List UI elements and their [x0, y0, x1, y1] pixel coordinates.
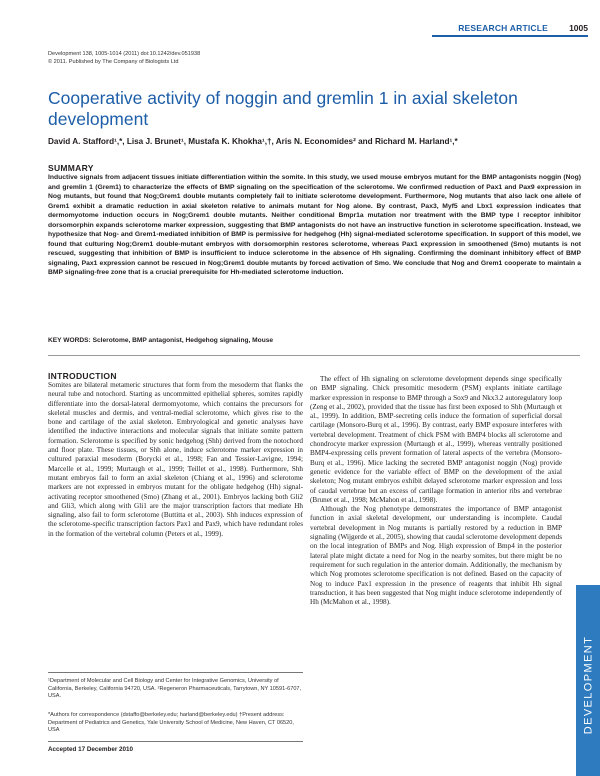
intro-paragraph-1: Somites are bilateral metameric structures that form from the mesoderm that flanks the neural tube and notochord. Starting as uncommitted epithelial spheres, somites rapidly differentiate into the dorsal-lateral dermomyotome, which contains the precursors for skeletal muscles and dermis, and ventral-medial sclerotome, which gives rise to the bone and cartilage of the axial skeleton. Embryological and genetic analyses have identified the inductive interactions and molecular signals that initiate somite pattern formation. Sclerotome is specified by sonic hedgehog (Shh) derived from the notochord and floor plate. These tissues, or Shh alone, induce sclerotome marker expression in cultured paraxial mesoderm (Borycki et al., 1998; Fan and Tessier-Lavigne, 1994; Marcelle et al., 1999; Murtaugh et al., 1999; Teillet et al., 1998). Furthermore, Shh mutant embryos fail to form an axial skeleton (Chiang et al., 1996) and sclerotome markers are not expressed in embryos mutant for the obligate hedgehog (Hh) signal-activating receptor smoothened (Smo) (Zhang et al., 2001). Embryos lacking both Gli2 and Gli3, which along with Gli1 are the major transcription factors that mediate Hh signaling, also fail to form sclerotome (Buttitta et al., 2003). Shh induces expression of the sclerotome-specific transcription factors Pax1 and Pax9, which have redundant roles in the formation of the vertebral column (Peters et al., 1999). — [48, 381, 303, 538]
copyright-line: © 2011. Published by The Company of Biologists Ltd — [48, 59, 179, 65]
header-rule — [432, 35, 588, 37]
introduction-heading: INTRODUCTION — [48, 371, 117, 381]
summary-heading: SUMMARY — [48, 163, 94, 173]
article-title: Cooperative activity of noggin and gremlin 1 in axial skeleton development — [48, 88, 518, 129]
affiliations-footnote: ¹Department of Molecular and Cell Biology and Center for Integrative Genomics, University of California, Berkeley, California 94720, USA. ²Regeneron Pharmaceuticals, Tarrytown, NY 10591-6707, USA. — [48, 678, 302, 700]
accepted-date: Accepted 17 December 2010 — [48, 746, 134, 753]
journal-side-tab — [576, 0, 600, 776]
side-tab-label: DEVELOPMENT — [582, 635, 594, 735]
correspondence-footnote: *Authors for correspondence (dstaffo@berkeley.edu; harland@berkeley.edu) †Present address: Department of Pediatrics and Genetics, Yale University School of Medicine, New Haven, CT 06520, USA — [48, 712, 294, 734]
keywords: KEY WORDS: Sclerotome, BMP antagonist, Hedgehog signaling, Mouse — [48, 337, 274, 344]
page-header — [0, 0, 600, 42]
footnote-rule — [48, 672, 303, 673]
footnote-rule-2 — [48, 741, 303, 742]
page-number: 1005 — [569, 23, 588, 33]
section-divider — [48, 355, 580, 356]
running-title: RESEARCH ARTICLE — [458, 23, 548, 33]
author-list: David A. Stafford¹,*, Lisa J. Brunet¹, Mustafa K. Khokha¹,†, Aris N. Economides² and Richard M. Harland¹,* — [48, 137, 458, 146]
left-column — [48, 381, 303, 539]
right-column — [310, 375, 562, 607]
intro-paragraph-3: Although the Nog phenotype demonstrates the importance of BMP antagonist function in axial skeletal development, our understanding is incomplete. Caudal vertebral development in Nog mutants is partially restored by a reduction in BMP signaling (Wijgerde et al., 2005), showing that caudal sclerotome development depends on the local integration of BMPs and Nog. High expression of Bmp4 in the posterior lateral plate might dictate a need for Nog in the nearby somites, but there might be no requirement for such regulation in the anterior domain. Additionally, the mechanism by which Nog promotes sclerotome specification is not defined. Based on the capacity of Nog to induce Pax1 expression in the presence of reagents that inhibit Hh signal transduction, it has been suggested that Nog might induce sclerotome independently of Hh (McMahon et al., 1998). — [310, 505, 562, 607]
intro-paragraph-2: The effect of Hh signaling on sclerotome development depends singe specifically on BMP signaling. Chick presomitic mesoderm (PSM) explants initiate cartilage marker expression in response to BMP through a Sox9 and Nkx3.2 autoregulatory loop (Zeng et al., 2002), provided that the tissue has first been exposed to Shh (Murtaugh et al., 1999). In addition, BMP-secreting cells induce the formation of superficial dorsal cartilage (Monsoro-Burq et al., 1996). By contrast, early BMP exposure interferes with vertebral development. Treatment of chick PSM with BMP4 blocks all sclerotome and chondrocyte marker expression (Murtaugh et al., 1999), whereas ventrally positioned BMP4-expressing cells prevent formation of lateral aspects of the vertebra (Monsoro-Burq et al., 1996). Mice lacking the secreted BMP antagonist noggin (Nog) provide genetic evidence for the variable effect of BMP on the development of the axial skeleton; Nog mutant embryos exhibit delayed sclerotome marker expression and loss of caudal vertebrae but an excess of cartilage formation in anterior ribs and vertebrae (Brunet et al., 1998; McMahon et al., 1998). — [310, 375, 562, 504]
publication-meta — [48, 50, 200, 66]
summary-text: Inductive signals from adjacent tissues initiate differentiation within the somite. In this study, we used mouse embryos mutant for the BMP antagonists noggin (Nog) and gremlin 1 (Grem1) to characterize the effects of BMP signaling on the specification of the sclerotome. We confirmed reduction of Pax1 and Pax9 expression in Nog mutants, but found that Nog;Grem1 double mutants completely fail to initiate sclerotome development. Furthermore, Nog mutants that also lack one allele of Grem1 exhibit a dramatic reduction in axial skeleton relative to animals mutant for Nog alone. By contrast, Pax3, Myf5 and Lbx1 expression indicates that dermomyotome induction occurs in Nog;Grem1 double mutants. Neither conditional Bmpr1a mutation nor treatment with the BMP type I receptor inhibitor dorsomorphin expands sclerotome marker expression, suggesting that BMP antagonists do not have an instructive function in sclerotome specification. Instead, we hypothesize that Nog- and Grem1-mediated inhibition of BMP is permissive for hedgehog (Hh) signal-mediated sclerotome specification. In support of this model, we found that culturing Nog;Grem1 double-mutant embryos with dorsomorphin restores sclerotome, whereas Pax1 expression in smoothened (Smo) mutants is not rescued, suggesting that inhibition of BMP is insufficient to induce sclerotome in the absence of Hh signaling. Confirming the dominant inhibitory effect of BMP signaling, Pax1 expression cannot be rescued in Nog;Grem1 double mutants by forced activation of Smo. We conclude that Nog and Grem1 cooperate to maintain a BMP signaling-free zone that is a crucial prerequisite for Hh-mediated sclerotome induction. — [48, 174, 581, 276]
citation-line: Development 138, 1005-1014 (2011) doi:10.1242/dev.051938 — [48, 51, 201, 57]
